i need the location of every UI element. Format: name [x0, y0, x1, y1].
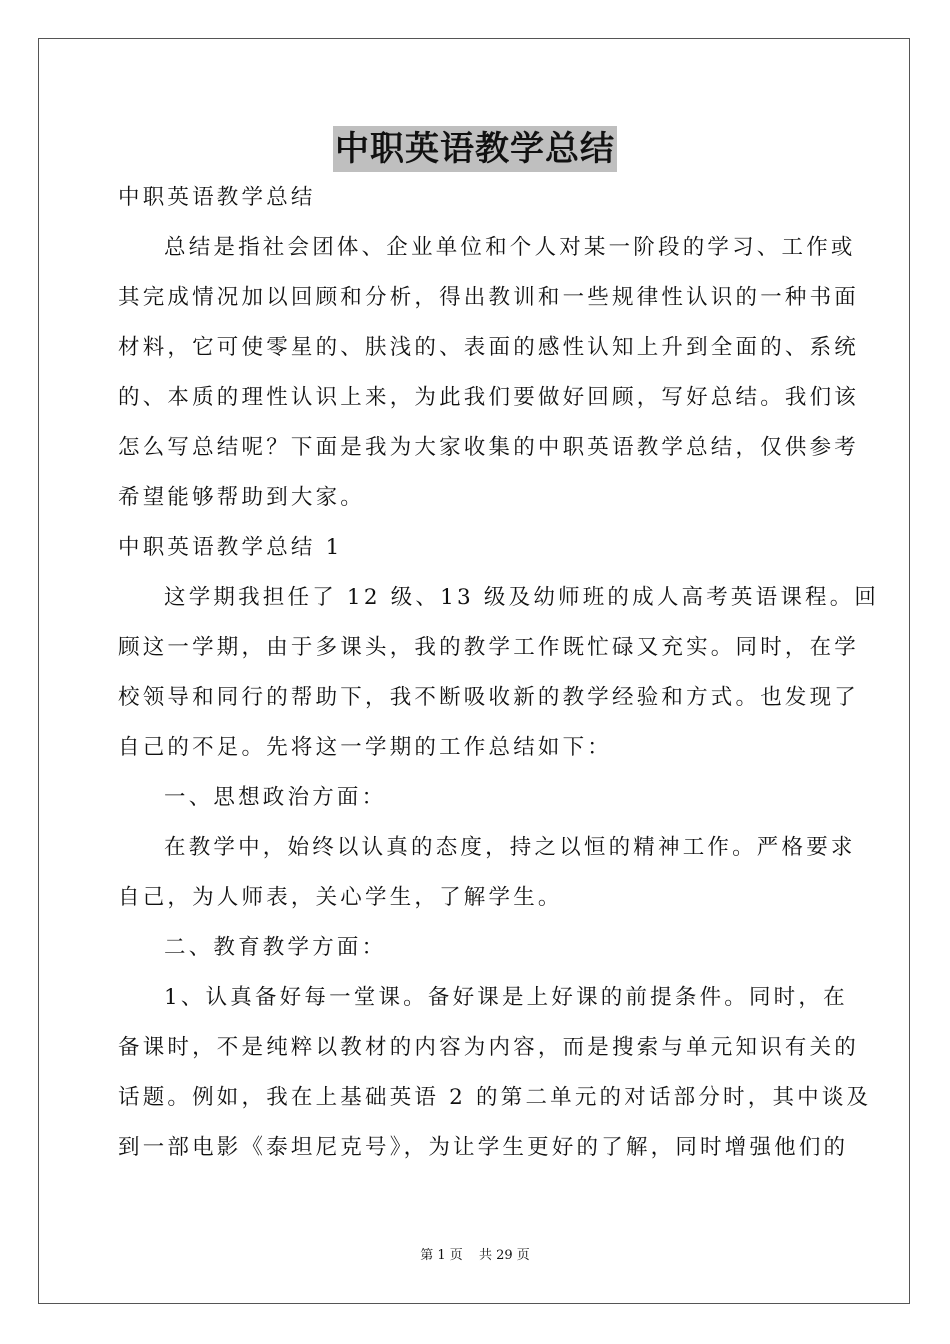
- document-title: 中职英语教学总结: [333, 126, 617, 172]
- body-line: 到一部电影《泰坦尼克号》，为让学生更好的了解，同时增强他们的: [118, 1135, 849, 1160]
- page-number: 第 1 页: [420, 1248, 463, 1263]
- body-line: 的、本质的理性认识上来，为此我们要做好回顾，写好总结。我们该: [118, 385, 860, 410]
- page-footer: [0, 1247, 950, 1265]
- body-line: 自己，为人师表，关心学生，了解学生。: [118, 885, 563, 910]
- body-line: 怎么写总结呢？下面是我为大家收集的中职英语教学总结，仅供参考: [118, 435, 860, 460]
- page-border: [38, 38, 910, 1304]
- body-line: 自己的不足。先将这一学期的工作总结如下：: [118, 735, 613, 760]
- body-line: 希望能够帮助到大家。: [118, 485, 366, 510]
- body-line: 总结是指社会团体、企业单位和个人对某一阶段的学习、工作或: [164, 235, 856, 260]
- body-line: 材料，它可使零星的、肤浅的、表面的感性认知上升到全面的、系统: [118, 335, 860, 360]
- subsection-heading: 二、教育教学方面：: [164, 935, 387, 960]
- body-line: 1、认真备好每一堂课。备好课是上好课的前提条件。同时，在: [164, 985, 848, 1010]
- subtitle-line: 中职英语教学总结: [118, 185, 316, 210]
- body-line: 在教学中，始终以认真的态度，持之以恒的精神工作。严格要求: [164, 835, 856, 860]
- body-line: 校领导和同行的帮助下，我不断吸收新的教学经验和方式。也发现了: [118, 685, 860, 710]
- subsection-heading: 一、思想政治方面：: [164, 785, 387, 810]
- body-line: 顾这一学期，由于多课头，我的教学工作既忙碌又充实。同时，在学: [118, 635, 860, 660]
- title-container: [0, 126, 950, 172]
- body-line: 话题。例如，我在上基础英语 2 的第二单元的对话部分时，其中谈及: [118, 1085, 872, 1110]
- body-line: 备课时，不是纯粹以教材的内容为内容，而是搜索与单元知识有关的: [118, 1035, 860, 1060]
- body-line: 其完成情况加以回顾和分析，得出教训和一些规律性认识的一种书面: [118, 285, 860, 310]
- body-line: 这学期我担任了 12 级、13 级及幼师班的成人高考英语课程。回: [164, 585, 880, 610]
- section-heading: 中职英语教学总结 1: [118, 535, 343, 560]
- page-total: 共 29 页: [478, 1248, 530, 1263]
